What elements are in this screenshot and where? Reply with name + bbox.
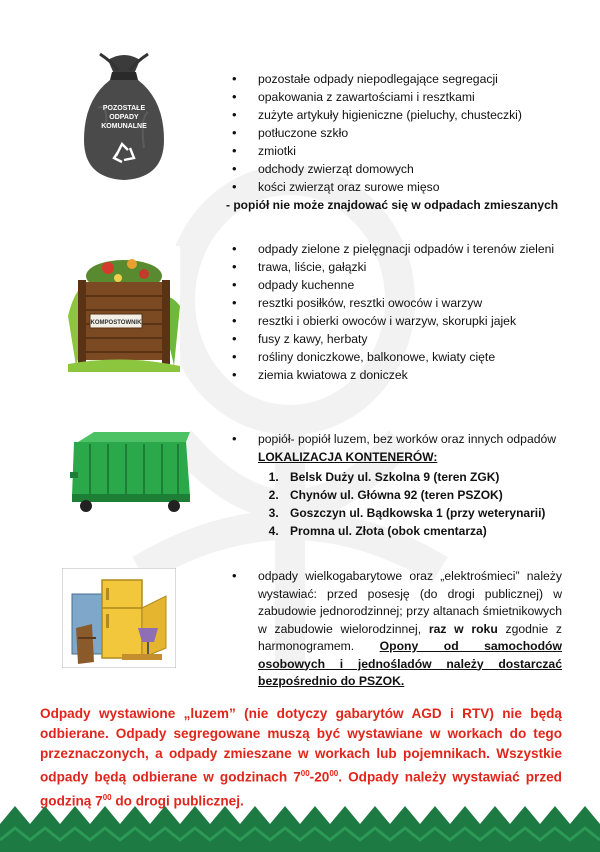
- list-item: • kości zwierząt oraz surowe mięso: [232, 178, 562, 196]
- ash-container-image: [70, 428, 194, 514]
- ash-list: [232, 430, 562, 448]
- locations-list: [232, 468, 562, 540]
- location-item: 4. Promna ul. Złota (obok cmentarza): [282, 522, 562, 540]
- compost-label: KOMPOSTOWNIK: [90, 320, 142, 326]
- location-item: 3. Goszczyn ul. Bądkowska 1 (przy weterynarii): [282, 504, 562, 522]
- mixed-waste-section: [226, 70, 562, 214]
- list-item: • odpady kuchenne: [232, 276, 562, 294]
- notice-sup: 00: [102, 792, 112, 802]
- footer-zigzag-border: [0, 800, 600, 852]
- bulky-waste-image: [62, 568, 176, 668]
- notice-text: -20: [309, 769, 330, 785]
- pickup-notice: [40, 704, 562, 811]
- bulky-text-part: zgodnie z harmonogramem.: [258, 621, 562, 653]
- locations-heading: LOKALIZACJA KONTENERÓW:: [258, 450, 438, 464]
- list-item: • resztki i obierki owoców i warzyw, skorupki jajek: [232, 312, 562, 330]
- list-item: • pozostałe odpady niepodlegające segregacji: [232, 70, 562, 88]
- bio-waste-list: [232, 240, 562, 384]
- location-item: 1. Belsk Duży ul. Szkolna 9 (teren ZGK): [282, 468, 562, 486]
- bulky-text-bold: raz w roku: [428, 621, 498, 636]
- bulky-waste-text: [258, 568, 562, 691]
- list-item: • fusy z kawy, herbaty: [232, 330, 562, 348]
- notice-text: do drogi publicznej.: [111, 793, 244, 809]
- bullet-dot: •: [232, 568, 237, 583]
- list-item: • trawa, liście, gałązki: [232, 258, 562, 276]
- list-item: • rośliny doniczkowe, balkonowe, kwiaty cięte: [232, 348, 562, 366]
- list-item: • odchody zwierząt domowych: [232, 160, 562, 178]
- bulky-waste-section: [232, 568, 562, 691]
- list-item: • zmiotki: [232, 142, 562, 160]
- notice-text: Odpady wystawione „luzem” (nie dotyczy gabarytów AGD i RTV) nie będą odbierane. Odpady segregowane muszą być wystawiane w workach do tego przeznaczonych, a odpady zmieszane w workach lub pojemnikach. Wszystkie odpady będą odbierane w godzinach 7: [40, 706, 562, 785]
- list-item: • zużyte artykuły higieniczne (pieluchy, chusteczki): [232, 106, 562, 124]
- compost-bin-image: [68, 246, 180, 372]
- location-item: 2. Chynów ul. Główna 92 (teren PSZOK): [282, 486, 562, 504]
- bulky-text-part: odpady wielkogabarytowe oraz „elektrośmieci” należy wystawiać: przed posesję (do drogi publicznej) w zabudowie jednorodzinnej; przy altanach śmietnikowych w zabudowie wielorodzinnej,: [258, 569, 562, 636]
- list-item: • resztki posiłków, resztki owoców i warzyw: [232, 294, 562, 312]
- list-item: • opakowania z zawartościami i resztkami: [232, 88, 562, 106]
- notice-sup: 00: [329, 769, 339, 778]
- ash-warning: - popiół nie może znajdować się w odpadach zmieszanych: [226, 198, 559, 212]
- bag-label: POZOSTAŁE ODPADY KOMUNALNE: [101, 105, 147, 130]
- notice-sup: 00: [300, 769, 310, 778]
- list-item: • ziemia kwiatowa z doniczek: [232, 366, 562, 384]
- list-item: • popiół- popiół luzem, bez worków oraz innych odpadów: [232, 430, 562, 448]
- tires-note: Opony od samochodów osobowych i jednośladów należy dostarczać bezpośrednio do PSZOK.: [258, 639, 562, 688]
- bio-waste-section: [232, 240, 562, 384]
- mixed-waste-list: [232, 70, 562, 196]
- ash-section: [232, 430, 562, 540]
- list-item: • odpady zielone z pielęgnacji odpadów i terenów zieleni: [232, 240, 562, 258]
- bulky-waste-item: [232, 568, 562, 691]
- list-item: • potłuczone szkło: [232, 124, 562, 142]
- notice-text: . Odpady należy wystawiać przed godziną 7: [40, 769, 562, 809]
